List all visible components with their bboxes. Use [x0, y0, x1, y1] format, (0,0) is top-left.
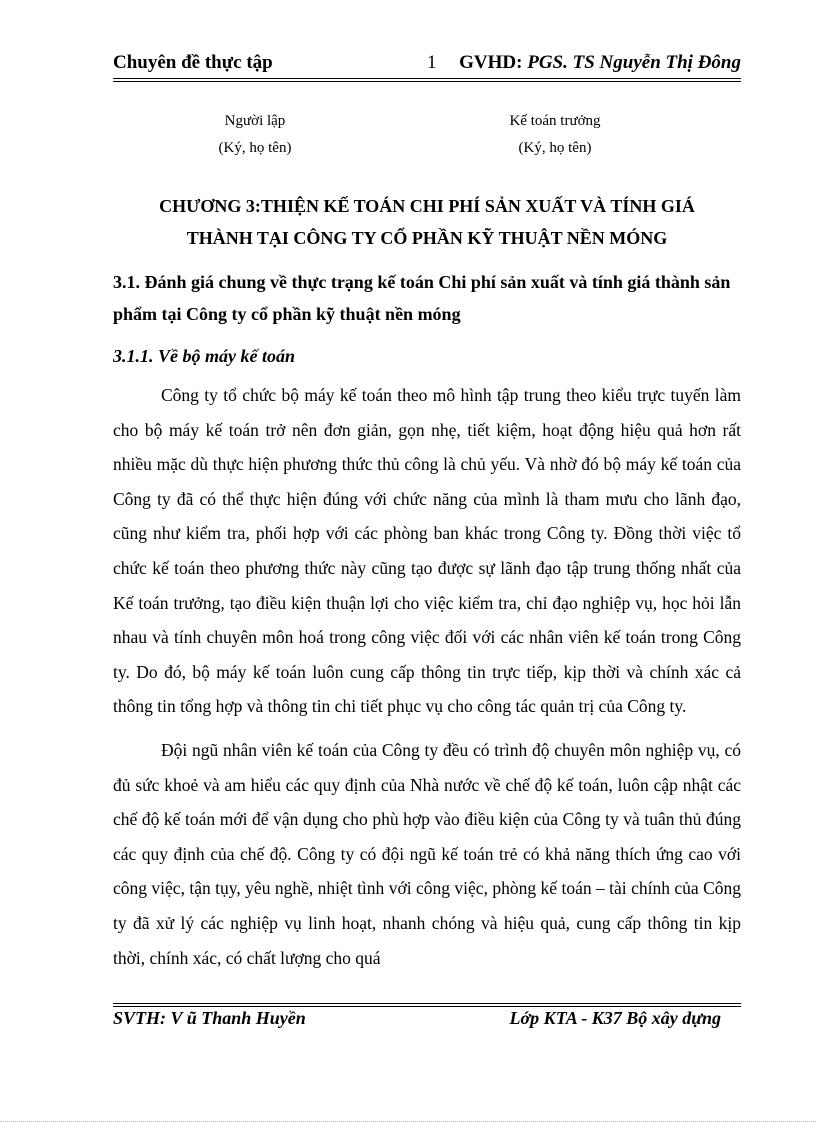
advisor-label: GVHD:: [459, 52, 528, 73]
header-rule: [113, 78, 741, 82]
chapter-title: [113, 190, 741, 254]
footer-class: Lớp KTA - K37 Bộ xây dựng: [509, 1008, 721, 1028]
signature-preparer-note: (Ký, họ tên): [218, 140, 292, 156]
page-footer: [113, 1006, 741, 1034]
section-heading: 3.1. Đánh giá chung về thực trạng kế toán Chi phí sản xuất và tính giá thành sản phẩm tại Công ty cổ phần kỹ thuật nền móng: [113, 272, 731, 324]
page-number: 1: [427, 52, 437, 73]
signature-preparer-title: Người lập: [224, 113, 286, 129]
page-edge-divider: [0, 1121, 816, 1122]
chapter-title-line-1: CHƯƠNG 3:THIỆN KẾ TOÁN CHI PHÍ SẢN XUẤT VÀ TÍNH GIÁ: [159, 196, 695, 216]
signature-chief-accountant-title: Kế toán trưởng: [509, 113, 601, 129]
footer-student: SVTH: V ũ Thanh Huyền: [113, 1008, 306, 1028]
signature-chief-accountant-note: (Ký, họ tên): [518, 140, 592, 156]
signature-preparer: [155, 108, 355, 162]
advisor-name: PGS. TS Nguyễn Thị Đông: [527, 52, 741, 73]
header-title: Chuyên đề thực tập: [113, 52, 273, 73]
signature-chief-accountant: [455, 108, 655, 162]
body-paragraph-1: Công ty tổ chức bộ máy kế toán theo mô hình tập trung theo kiểu trực tuyến làm cho bộ máy kế toán trở nên đơn giản, gọn nhẹ, tiết kiệm, hoạt động hiệu quả hơn rất nhiều mặc dù thực hiện phương thức thủ công là chủ yếu. Và nhờ đó bộ máy kế toán của Công ty đã có thể thực hiện đúng với chức năng của mình là tham mưu cho lãnh đạo, cũng như kiểm tra, phối hợp với các phòng ban khác trong Công ty. Đồng thời việc tổ chức kế toán theo phương thức này cũng tạo được sự lãnh đạo tập trung thống nhất của Kế toán trưởng, tạo điều kiện thuận lợi cho việc kiểm tra, chỉ đạo nghiệp vụ, học hỏi lẫn nhau và tính chuyên môn hoá trong công việc đối với các nhân viên kế toán trong Công ty. Do đó, bộ máy kế toán luôn cung cấp thông tin trực tiếp, kịp thời và chính xác cả thông tin tổng hợp và thông tin chi tiết phục vụ cho công tác quản trị của Công ty.: [113, 385, 741, 717]
subsection-heading: 3.1.1. Về bộ máy kế toán: [113, 346, 295, 366]
body-paragraph-2: Đội ngũ nhân viên kế toán của Công ty đều có trình độ chuyên môn nghiệp vụ, có đủ sức khoẻ và am hiểu các quy định của Nhà nước về chế độ kế toán, luôn cập nhật các chế độ kế toán mới để vận dụng cho phù hợp vào điều kiện của Công ty và tuân thủ đúng các quy định của chế độ. Công ty có đội ngũ kế toán trẻ có khả năng thích ứng cao với công việc, tận tụy, yêu nghề, nhiệt tình với công việc, phòng kế toán – tài chính của Công ty đã xử lý các nghiệp vụ linh hoạt, nhanh chóng và hiệu quả, cung cấp thông tin kịp thời, chính xác, có chất lượng cho quá: [113, 740, 741, 968]
header-advisor: [459, 52, 741, 74]
page-header: [113, 50, 741, 80]
chapter-title-line-2: THÀNH TẠI CÔNG TY CỔ PHẦN KỸ THUẬT NỀN MÓNG: [186, 228, 668, 248]
